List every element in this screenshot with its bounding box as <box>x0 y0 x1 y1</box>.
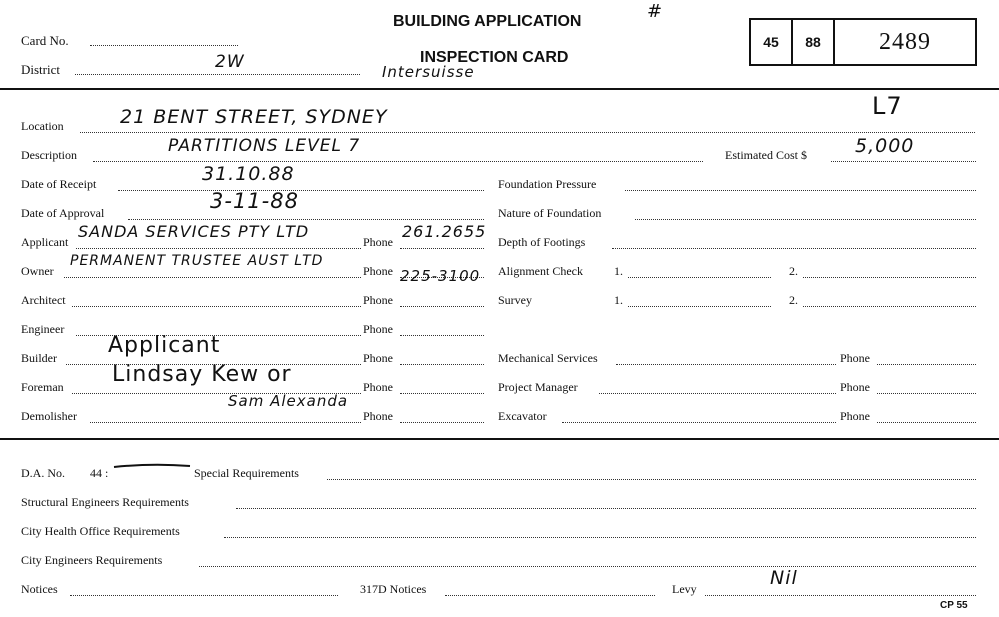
estimated-cost-value: 5,000 <box>855 135 915 157</box>
excavator-phone-line <box>877 422 976 423</box>
applicant-phone-line <box>400 248 484 249</box>
depth-footings-line <box>612 248 976 249</box>
description-label: Description <box>21 148 77 162</box>
engineer-phone-line <box>400 335 484 336</box>
district-note: Intersuisse <box>382 63 475 81</box>
foundation-pressure-line <box>625 190 976 191</box>
district-value: 2W <box>215 52 245 72</box>
card-number-box <box>749 18 977 66</box>
alignment-line-1 <box>628 277 771 278</box>
health-requirements-line <box>224 537 976 538</box>
applicant-label: Applicant <box>21 235 69 249</box>
builder-value: Applicant <box>108 333 221 358</box>
levy-label: Levy <box>672 582 697 596</box>
date-receipt-value: 31.10.88 <box>202 163 295 185</box>
excavator-label: Excavator <box>498 409 547 423</box>
nature-foundation-line <box>635 219 976 220</box>
location-label: Location <box>21 119 64 133</box>
date-receipt-line <box>118 190 484 191</box>
description-line <box>93 161 703 162</box>
mechanical-phone-line <box>877 364 976 365</box>
health-requirements-label: City Health Office Requirements <box>21 524 180 538</box>
owner-phone: 225-3100 <box>400 267 481 285</box>
foreman-label: Foreman <box>21 380 64 394</box>
owner-label: Owner <box>21 264 54 278</box>
levy-line <box>705 595 976 596</box>
survey-num-1: 1. <box>614 293 623 307</box>
title-mark: # <box>647 1 664 22</box>
date-approval-value: 3-11-88 <box>210 189 299 213</box>
owner-line <box>64 277 361 278</box>
section-divider <box>0 438 999 440</box>
city-engineers-line <box>199 566 976 567</box>
builder-label: Builder <box>21 351 57 365</box>
architect-line <box>72 306 361 307</box>
owner-phone-label: Phone <box>363 264 393 278</box>
foreman-value-2: Sam Alexanda <box>228 392 349 410</box>
depth-footings-label: Depth of Footings <box>498 235 586 249</box>
form-code: CP 55 <box>940 600 968 611</box>
alignment-line-2 <box>803 277 976 278</box>
alignment-check-label: Alignment Check <box>498 264 583 278</box>
structural-requirements-label: Structural Engineers Requirements <box>21 495 189 509</box>
project-manager-label: Project Manager <box>498 380 578 394</box>
foreman-value: Lindsay Kew or <box>112 362 292 387</box>
demolisher-label: Demolisher <box>21 409 77 423</box>
date-approval-label: Date of Approval <box>21 206 105 220</box>
applicant-value: SANDA SERVICES PTY LTD <box>78 222 310 241</box>
description-value: PARTITIONS LEVEL 7 <box>168 136 361 156</box>
excavator-phone-label: Phone <box>840 409 870 423</box>
estimated-cost-label: Estimated Cost $ <box>725 148 807 162</box>
alignment-num-1: 1. <box>614 264 623 278</box>
da-no-value: 44 : <box>90 466 109 480</box>
location-level: L7 <box>872 92 903 120</box>
notices-317d-label: 317D Notices <box>360 582 427 596</box>
survey-line-2 <box>803 306 976 307</box>
notices-317d-line <box>445 595 655 596</box>
location-line <box>80 132 975 133</box>
applicant-phone-label: Phone <box>363 235 393 249</box>
special-requirements-label: Special Requirements <box>194 466 299 480</box>
survey-line-1 <box>628 306 771 307</box>
form-title-line2: INSPECTION CARD <box>420 49 569 66</box>
da-no-strike <box>112 462 192 470</box>
applicant-line <box>76 248 361 249</box>
owner-value: PERMANENT TRUSTEE AUST LTD <box>70 253 324 269</box>
date-receipt-label: Date of Receipt <box>21 177 97 191</box>
project-manager-phone-line <box>877 393 976 394</box>
engineer-phone-label: Phone <box>363 322 393 336</box>
foreman-phone-label: Phone <box>363 380 393 394</box>
mechanical-label: Mechanical Services <box>498 351 598 365</box>
engineer-label: Engineer <box>21 322 65 336</box>
foundation-pressure-label: Foundation Pressure <box>498 177 597 191</box>
notices-line <box>70 595 338 596</box>
architect-phone-line <box>400 306 484 307</box>
survey-label: Survey <box>498 293 532 307</box>
estimated-cost-line <box>831 161 976 162</box>
location-value: 21 BENT STREET, SYDNEY <box>120 106 388 128</box>
card-number: 2489 <box>879 28 931 55</box>
project-manager-line <box>599 393 836 394</box>
builder-phone-line <box>400 364 484 365</box>
card-no-label: Card No. <box>21 33 69 48</box>
card-no-line <box>90 45 238 46</box>
box-code: 45 <box>751 20 793 64</box>
builder-phone-label: Phone <box>363 351 393 365</box>
project-manager-phone-label: Phone <box>840 380 870 394</box>
mechanical-phone-label: Phone <box>840 351 870 365</box>
demolisher-phone-line <box>400 422 484 423</box>
survey-num-2: 2. <box>789 293 798 307</box>
alignment-num-2: 2. <box>789 264 798 278</box>
special-requirements-line <box>327 479 976 480</box>
box-year: 88 <box>793 20 835 64</box>
district-line <box>75 74 360 75</box>
demolisher-phone-label: Phone <box>363 409 393 423</box>
architect-label: Architect <box>21 293 66 307</box>
excavator-line <box>562 422 836 423</box>
date-approval-line <box>128 219 484 220</box>
demolisher-line <box>90 422 361 423</box>
architect-phone-label: Phone <box>363 293 393 307</box>
levy-value: Nil <box>770 567 798 589</box>
mechanical-line <box>616 364 836 365</box>
district-label: District <box>21 62 60 77</box>
da-no-label: D.A. No. <box>21 466 65 480</box>
city-engineers-label: City Engineers Requirements <box>21 553 163 567</box>
structural-requirements-line <box>236 508 976 509</box>
form-title-line1: BUILDING APPLICATION <box>393 13 582 30</box>
header-divider <box>0 88 999 90</box>
nature-foundation-label: Nature of Foundation <box>498 206 602 220</box>
notices-label: Notices <box>21 582 58 596</box>
applicant-phone: 261.2655 <box>402 222 487 241</box>
foreman-phone-line <box>400 393 484 394</box>
